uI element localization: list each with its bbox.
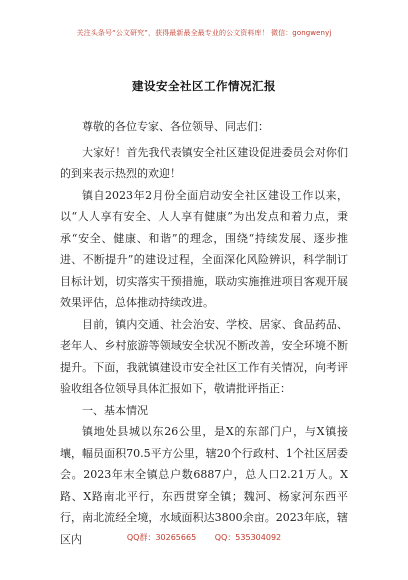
paragraph-3: 目前，镇内交通、社会治安、学校、居家、食品药品、老年人、乡村旅游等领域安全状况不断改善，安全环境不断提升。下面，我就镇建设市安全社区工作有关情况，向考评验收组各位领导具体汇报如下，敬请批评指正：: [60, 317, 348, 395]
section-heading: 一、基本情况: [82, 403, 148, 417]
footer-qq: QQ：535304092: [214, 533, 282, 542]
header-note: 关注头条号“公文研究”，获得最新最全最专业的公文资料库！ 微信：gongwenyj: [76, 29, 332, 37]
paragraph-4: 镇地处县城以东26公里，是X的东部门户，与X镇接壤，幅员面积70.5平方公里，辖20个行政村、1个社区居委会。2023年末全镇总户数6887户，总人口2.21万人。X路、X路南北平行，东西贯穿全镇；魏河、杨家河东西平行，南北流经全境，水域面积达3800余亩。2023年底，辖区内: [60, 425, 348, 546]
document-body: [60, 116, 348, 550]
footer-qq-group: QQ群：30265665: [126, 533, 197, 542]
paragraph-1: 大家好！首先我代表镇安全社区建设促进委员会对你们的到来表示热烈的欢迎！: [60, 145, 348, 180]
paragraph-2: 镇自2023年2月份全面启动安全社区建设工作以来，以“人人享有安全、人人享有健康”为出发点和着力点，秉承“安全、健康、和谐”的理念，围绕“持续发展、逐步推进、不断提升”的建设过程，全面深化风险辨识，科学制订目标计划，切实落实干预措施，联动实施推进项目客观开展效果评估，总体推动持续改进。: [60, 188, 348, 309]
salutation: 尊敬的各位专家、各位领导、同志们：: [82, 120, 269, 133]
document-title: 建设安全社区工作情况汇报: [132, 79, 276, 93]
footer: [0, 532, 408, 543]
